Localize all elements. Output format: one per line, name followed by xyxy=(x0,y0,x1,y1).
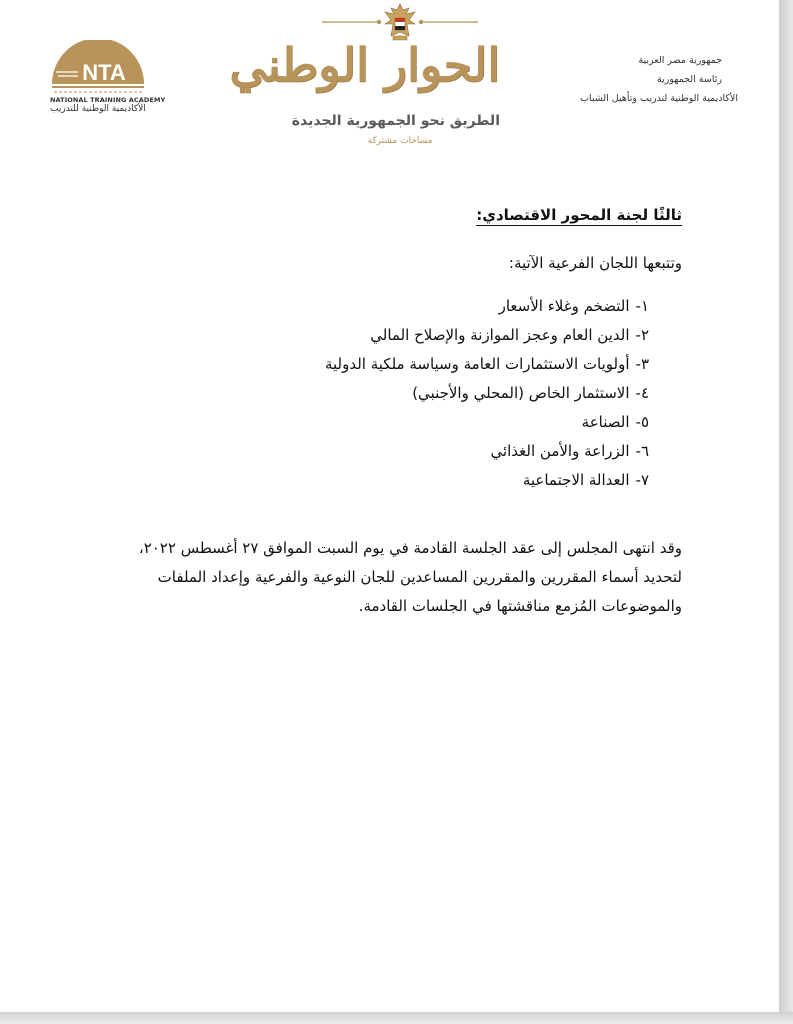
list-item-text: الاستثمار الخاص (المحلي والأجنبي) xyxy=(412,384,630,402)
nta-logo-text: NTA xyxy=(82,60,126,85)
section-intro: وتتبعها اللجان الفرعية الآتية: xyxy=(508,254,682,272)
list-item-number: ٢- xyxy=(635,326,649,344)
list-item xyxy=(325,408,649,437)
paragraph-line: والموضوعات المُزمع مناقشتها في الجلسات القادمة. xyxy=(358,597,682,615)
page-bottom-shadow xyxy=(0,1012,793,1024)
nta-logo-mark xyxy=(48,40,148,96)
list-item-text: الزراعة والأمن الغذائي xyxy=(490,442,630,460)
list-item xyxy=(325,292,649,321)
list-item xyxy=(325,321,649,350)
list-item-number: ٣- xyxy=(635,355,649,373)
list-item-text: أولويات الاستثمارات العامة وسياسة ملكية الدولية xyxy=(324,355,630,373)
list-item xyxy=(325,379,649,408)
paragraph-line: لتحديد أسماء المقررين والمقررين المساعدين للجان النوعية والفرعية وإعداد الملفات xyxy=(157,568,682,586)
list-item-text: الصناعة xyxy=(581,413,630,431)
list-item xyxy=(325,437,649,466)
subcommittee-list xyxy=(325,292,649,495)
nta-arabic-name: الأكاديمية الوطنية للتدريب xyxy=(50,104,146,114)
list-item-text: العدالة الاجتماعية xyxy=(522,471,630,489)
paragraph-line: وقد انتهى المجلس إلى عقد الجلسة القادمة في يوم السبت الموافق ٢٧ أغسطس ٢٠٢٢، xyxy=(138,539,682,557)
ornament-right-icon xyxy=(418,19,478,25)
header-country: جمهورية مصر العربية xyxy=(638,55,722,66)
list-item xyxy=(325,466,649,495)
closing-paragraph xyxy=(82,534,682,621)
list-item-number: ٥- xyxy=(635,413,649,431)
national-dialogue-subtitle: الطريق نحو الجمهورية الجديدة xyxy=(291,113,500,129)
list-item xyxy=(325,350,649,379)
section-heading: ثالثًا لجنة المحور الاقتصادي: xyxy=(476,206,682,224)
eagle-emblem-icon xyxy=(381,2,419,42)
list-item-text: الدين العام وعجز الموازنة والإصلاح المالي xyxy=(370,326,630,344)
national-dialogue-title: الحوار الوطني xyxy=(229,38,500,92)
ornament-left-icon xyxy=(322,19,382,25)
national-dialogue-tagline: مساحات مشتركة xyxy=(367,136,433,146)
header-academy: الأكاديمية الوطنية لتدريب وتأهيل الشباب xyxy=(580,93,738,104)
list-item-number: ٦- xyxy=(635,442,649,460)
page-edge-shadow xyxy=(779,0,793,1024)
list-item-number: ٤- xyxy=(635,384,649,402)
header-presidency: رئاسة الجمهورية xyxy=(657,74,722,85)
list-item-text: التضخم وغلاء الأسعار xyxy=(498,297,630,315)
list-item-number: ١- xyxy=(635,297,649,315)
list-item-number: ٧- xyxy=(635,471,649,489)
nta-english-name: NATIONAL TRAINING ACADEMY xyxy=(50,96,166,104)
